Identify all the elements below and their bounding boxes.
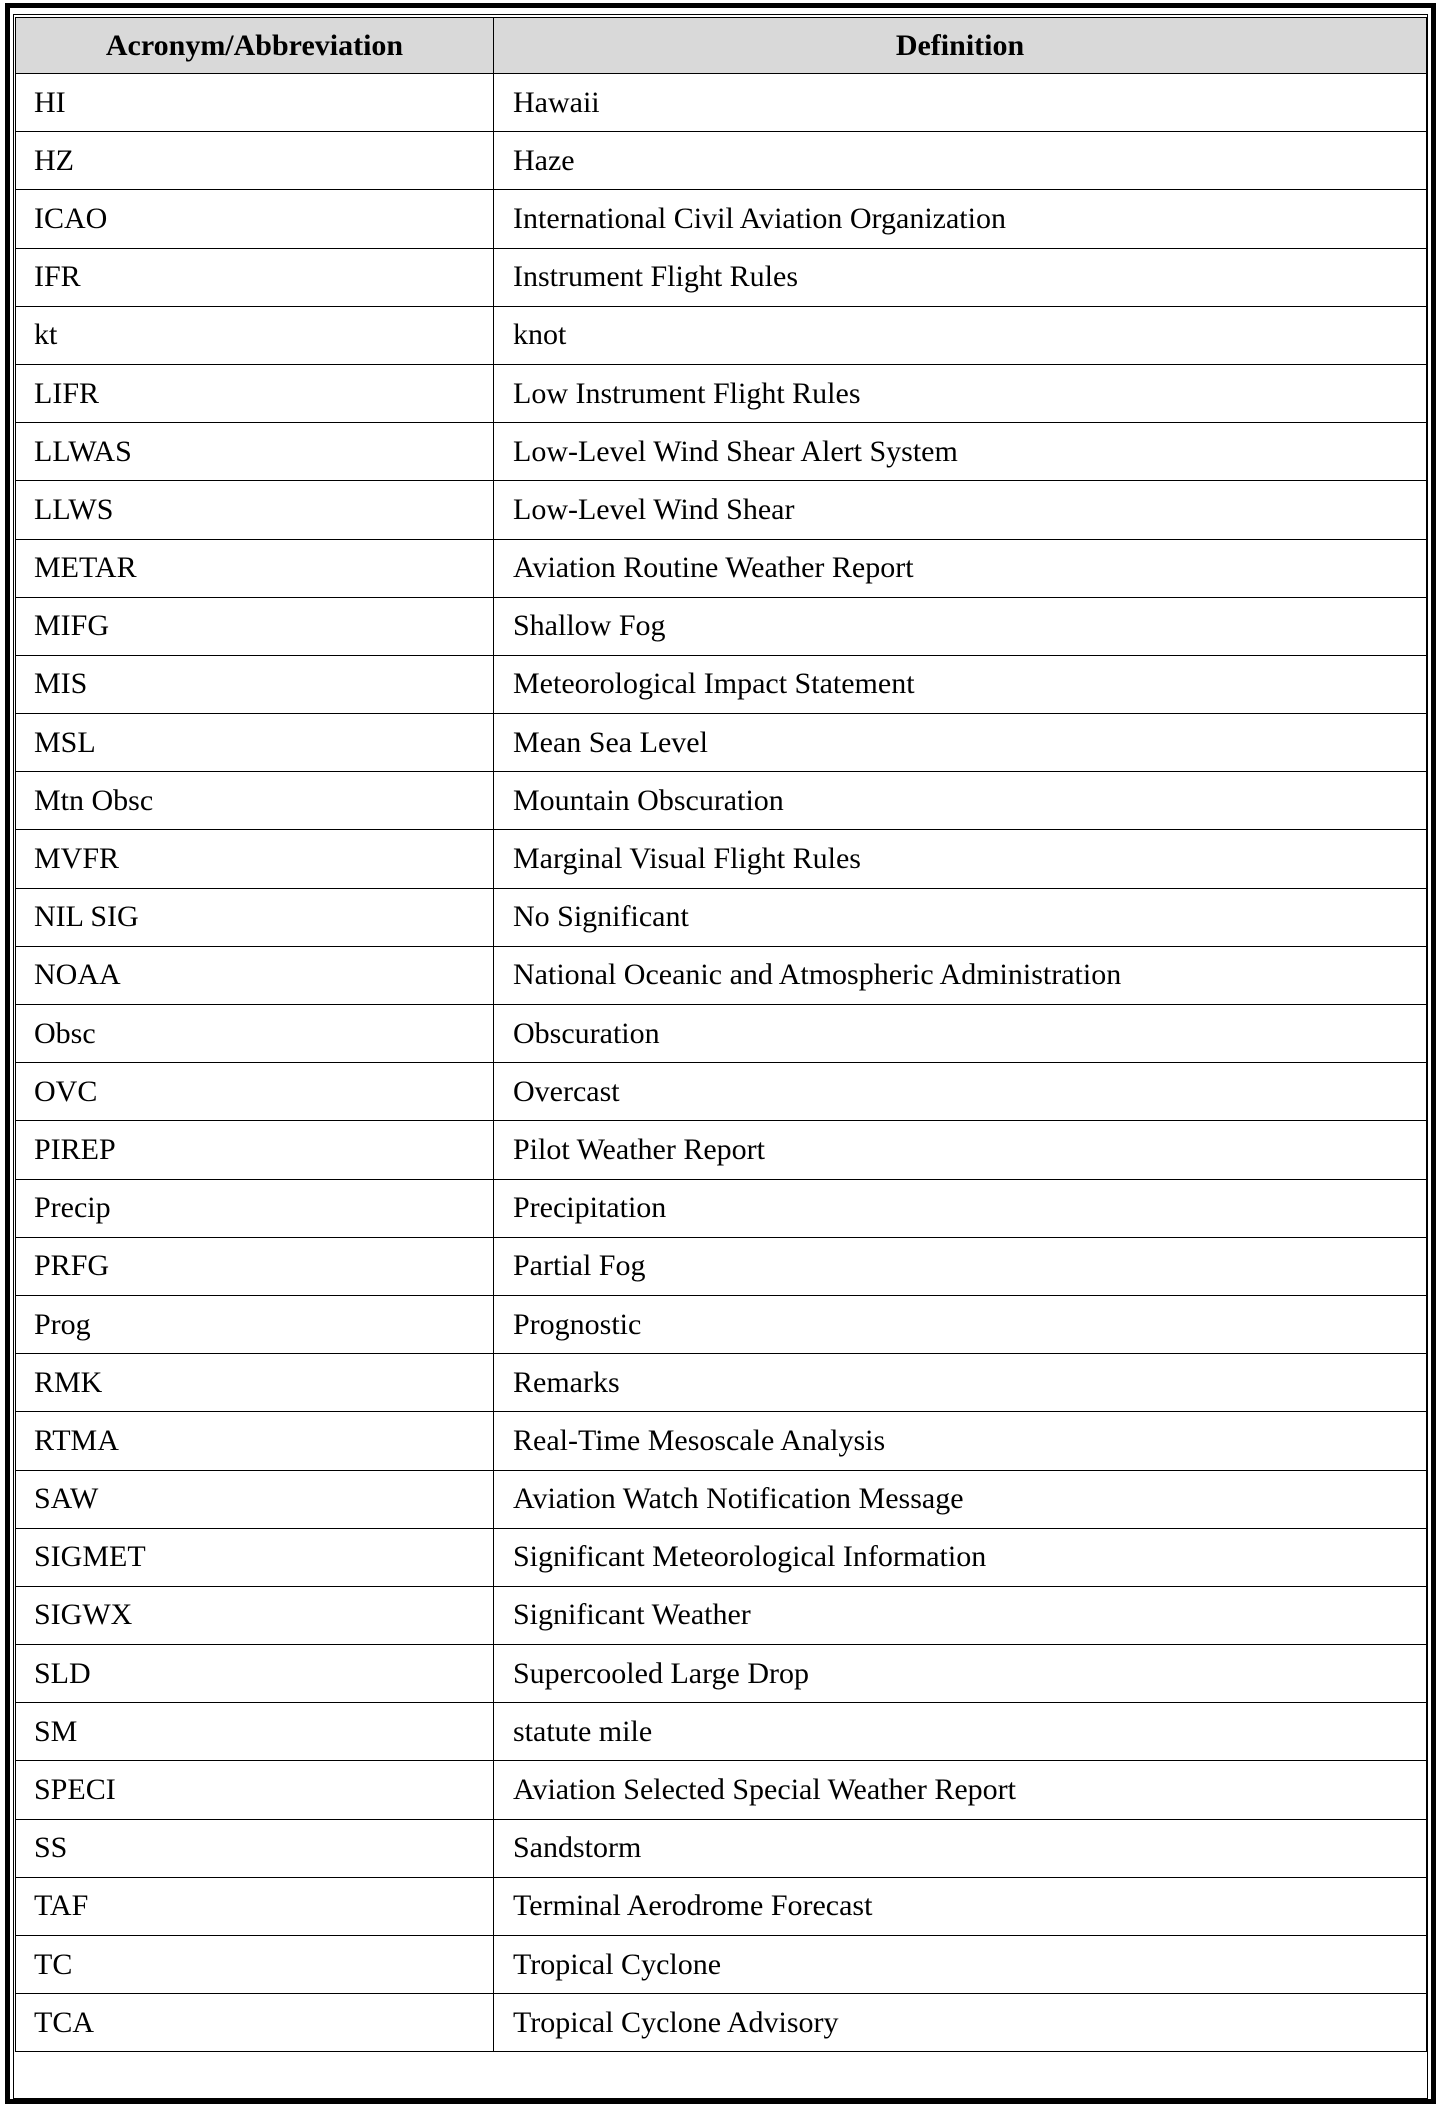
table-row (16, 481, 1427, 539)
table-row (16, 1994, 1427, 2052)
definition-cell: Supercooled Large Drop (494, 1645, 1427, 1703)
acronym-cell: TCA (16, 1994, 494, 2052)
acronym-table (15, 17, 1427, 2052)
acronym-cell: Prog (16, 1295, 494, 1353)
table-row (16, 423, 1427, 481)
table-row (16, 597, 1427, 655)
definition-cell: Low-Level Wind Shear (494, 481, 1427, 539)
table-row (16, 1121, 1427, 1179)
definition-cell: Mean Sea Level (494, 714, 1427, 772)
acronym-cell: MVFR (16, 830, 494, 888)
definition-cell: Pilot Weather Report (494, 1121, 1427, 1179)
table-row (16, 830, 1427, 888)
acronym-cell: SM (16, 1703, 494, 1761)
acronym-cell: HZ (16, 132, 494, 190)
definition-cell: Obscuration (494, 1005, 1427, 1063)
table-row (16, 190, 1427, 248)
table-row (16, 1761, 1427, 1819)
table-row (16, 1237, 1427, 1295)
table-row (16, 74, 1427, 132)
header-acronym: Acronym/Abbreviation (16, 18, 494, 74)
acronym-cell: LLWAS (16, 423, 494, 481)
acronym-cell: ICAO (16, 190, 494, 248)
acronym-cell: SIGWX (16, 1586, 494, 1644)
table-row (16, 1586, 1427, 1644)
definition-cell: Real-Time Mesoscale Analysis (494, 1412, 1427, 1470)
definition-cell: Mountain Obscuration (494, 772, 1427, 830)
table-row (16, 1645, 1427, 1703)
table-row (16, 1470, 1427, 1528)
acronym-cell: NOAA (16, 946, 494, 1004)
acronym-cell: LLWS (16, 481, 494, 539)
acronym-cell: NIL SIG (16, 888, 494, 946)
definition-cell: Instrument Flight Rules (494, 248, 1427, 306)
definition-cell: Overcast (494, 1063, 1427, 1121)
acronym-cell: Mtn Obsc (16, 772, 494, 830)
definition-cell: Aviation Selected Special Weather Report (494, 1761, 1427, 1819)
table-row (16, 1005, 1427, 1063)
definition-cell: Hawaii (494, 74, 1427, 132)
acronym-cell: SS (16, 1819, 494, 1877)
acronym-cell: HI (16, 74, 494, 132)
definition-cell: Significant Meteorological Information (494, 1528, 1427, 1586)
definition-cell: Low-Level Wind Shear Alert System (494, 423, 1427, 481)
acronym-cell: SLD (16, 1645, 494, 1703)
table-row (16, 1354, 1427, 1412)
table-row (16, 888, 1427, 946)
table-header-row (16, 18, 1427, 74)
table-row (16, 1063, 1427, 1121)
acronym-cell: SIGMET (16, 1528, 494, 1586)
definition-cell: Prognostic (494, 1295, 1427, 1353)
definition-cell: Partial Fog (494, 1237, 1427, 1295)
acronym-cell: Precip (16, 1179, 494, 1237)
definition-cell: Shallow Fog (494, 597, 1427, 655)
table-row (16, 1819, 1427, 1877)
table-row (16, 248, 1427, 306)
definition-cell: No Significant (494, 888, 1427, 946)
definition-cell: Aviation Routine Weather Report (494, 539, 1427, 597)
definition-cell: Tropical Cyclone (494, 1936, 1427, 1994)
definition-cell: Remarks (494, 1354, 1427, 1412)
table-row (16, 1295, 1427, 1353)
definition-cell: Haze (494, 132, 1427, 190)
table-row (16, 1877, 1427, 1935)
acronym-cell: Obsc (16, 1005, 494, 1063)
acronym-cell: SPECI (16, 1761, 494, 1819)
definition-cell: Tropical Cyclone Advisory (494, 1994, 1427, 2052)
table-row (16, 539, 1427, 597)
table-row (16, 772, 1427, 830)
table-row (16, 1412, 1427, 1470)
definition-cell: Meteorological Impact Statement (494, 655, 1427, 713)
definition-cell: Low Instrument Flight Rules (494, 364, 1427, 422)
acronym-cell: kt (16, 306, 494, 364)
definition-cell: Significant Weather (494, 1586, 1427, 1644)
acronym-cell: PRFG (16, 1237, 494, 1295)
definition-cell: National Oceanic and Atmospheric Administration (494, 946, 1427, 1004)
definition-cell: Terminal Aerodrome Forecast (494, 1877, 1427, 1935)
acronym-cell: MIS (16, 655, 494, 713)
acronym-cell: RTMA (16, 1412, 494, 1470)
table-row (16, 1936, 1427, 1994)
header-definition: Definition (494, 18, 1427, 74)
table-row (16, 306, 1427, 364)
table-row (16, 655, 1427, 713)
table-row (16, 1703, 1427, 1761)
table-row (16, 714, 1427, 772)
definition-cell: Sandstorm (494, 1819, 1427, 1877)
definition-cell: International Civil Aviation Organization (494, 190, 1427, 248)
definition-cell: statute mile (494, 1703, 1427, 1761)
definition-cell: Precipitation (494, 1179, 1427, 1237)
acronym-cell: TC (16, 1936, 494, 1994)
table-row (16, 132, 1427, 190)
acronym-cell: PIREP (16, 1121, 494, 1179)
table-row (16, 1179, 1427, 1237)
acronym-cell: LIFR (16, 364, 494, 422)
table-row (16, 1528, 1427, 1586)
acronym-cell: SAW (16, 1470, 494, 1528)
acronym-cell: MSL (16, 714, 494, 772)
table-row (16, 946, 1427, 1004)
acronym-cell: TAF (16, 1877, 494, 1935)
definition-cell: Marginal Visual Flight Rules (494, 830, 1427, 888)
table-row (16, 364, 1427, 422)
definition-cell: Aviation Watch Notification Message (494, 1470, 1427, 1528)
acronym-cell: METAR (16, 539, 494, 597)
table-body (16, 74, 1427, 2052)
acronym-cell: RMK (16, 1354, 494, 1412)
definition-cell: knot (494, 306, 1427, 364)
acronym-cell: MIFG (16, 597, 494, 655)
acronym-cell: OVC (16, 1063, 494, 1121)
acronym-cell: IFR (16, 248, 494, 306)
